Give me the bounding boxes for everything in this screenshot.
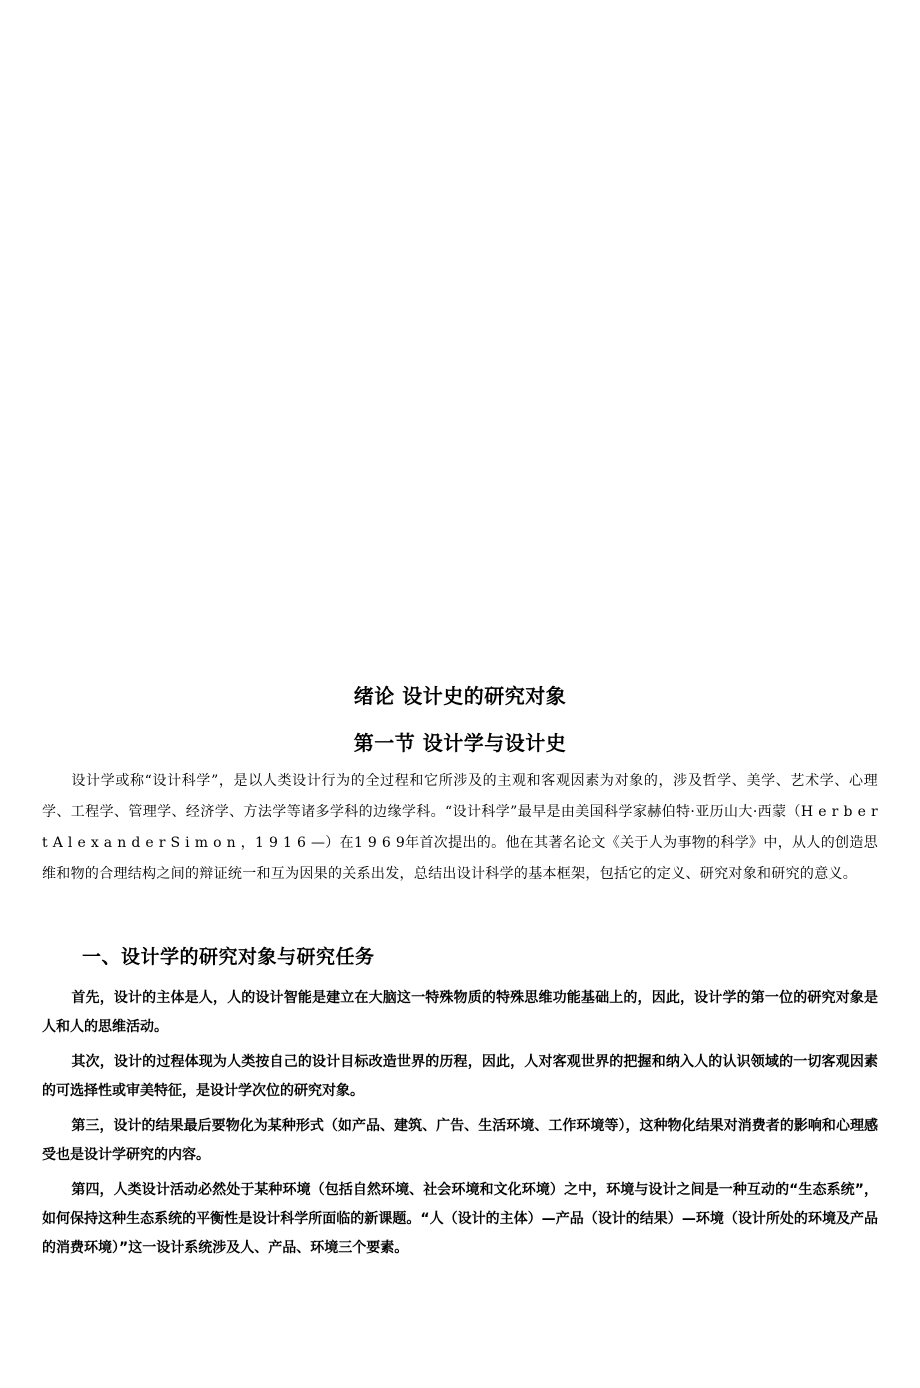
intro-paragraph: 设计学或称“设计科学”，是以人类设计行为的全过程和它所涉及的主观和客观因素为对象的，涉及哲学、美学、艺术学、心理学、工程学、管理学、经济学、方法学等诸多学科的边缘学科。“设计科学”最早是由美国科学家赫伯特·亚历山大·西蒙（H e r b e r t A l e x a n d e r S i m o n ，1 9 1 6 —）在1 9 6 9年首次提出的。他在其著名论文《关于人为事物的科学》中，从人的创造思维和物的合理结构之间的辩证统一和互为因果的关系出发，总结出设计科学的基本框架，包括它的定义、研究对象和研究的意义。: [42, 773, 878, 882]
paragraph-fourth: 第四，人类设计活动必然处于某种环境（包括自然环境、社会环境和文化环境）之中，环境与设计之间是一种互动的“生态系统”，如何保持这种生态系统的平衡性是设计科学所面临的新课题。“人（设计的主体）—产品（设计的结果）—环境（设计所处的环境及产品的消费环境）”这一设计系统涉及人、产品、环境三个要素。: [42, 1182, 878, 1256]
chapter-title: 绪论 设计史的研究对象: [353, 684, 567, 708]
subheading: 一、设计学的研究对象与研究任务: [82, 946, 375, 968]
paragraph-third: 第三，设计的结果最后要物化为某种形式（如产品、建筑、广告、生活环境、工作环境等），这种物化结果对消费者的影响和心理感受也是设计学研究的内容。: [42, 1118, 878, 1163]
paragraph-first: 首先，设计的主体是人，人的设计智能是建立在大脑这一特殊物质的特殊思维功能基础上的，因此，设计学的第一位的研究对象是人和人的思维活动。: [42, 990, 878, 1035]
section-title: 第一节 设计学与设计史: [353, 731, 567, 755]
body-paragraphs: [42, 984, 878, 1269]
paragraph-second: 其次，设计的过程体现为人类按自己的设计目标改造世界的历程，因此，人对客观世界的把握和纳入人的认识领域的一切客观因素的可选择性或审美特征，是设计学次位的研究对象。: [42, 1054, 878, 1099]
